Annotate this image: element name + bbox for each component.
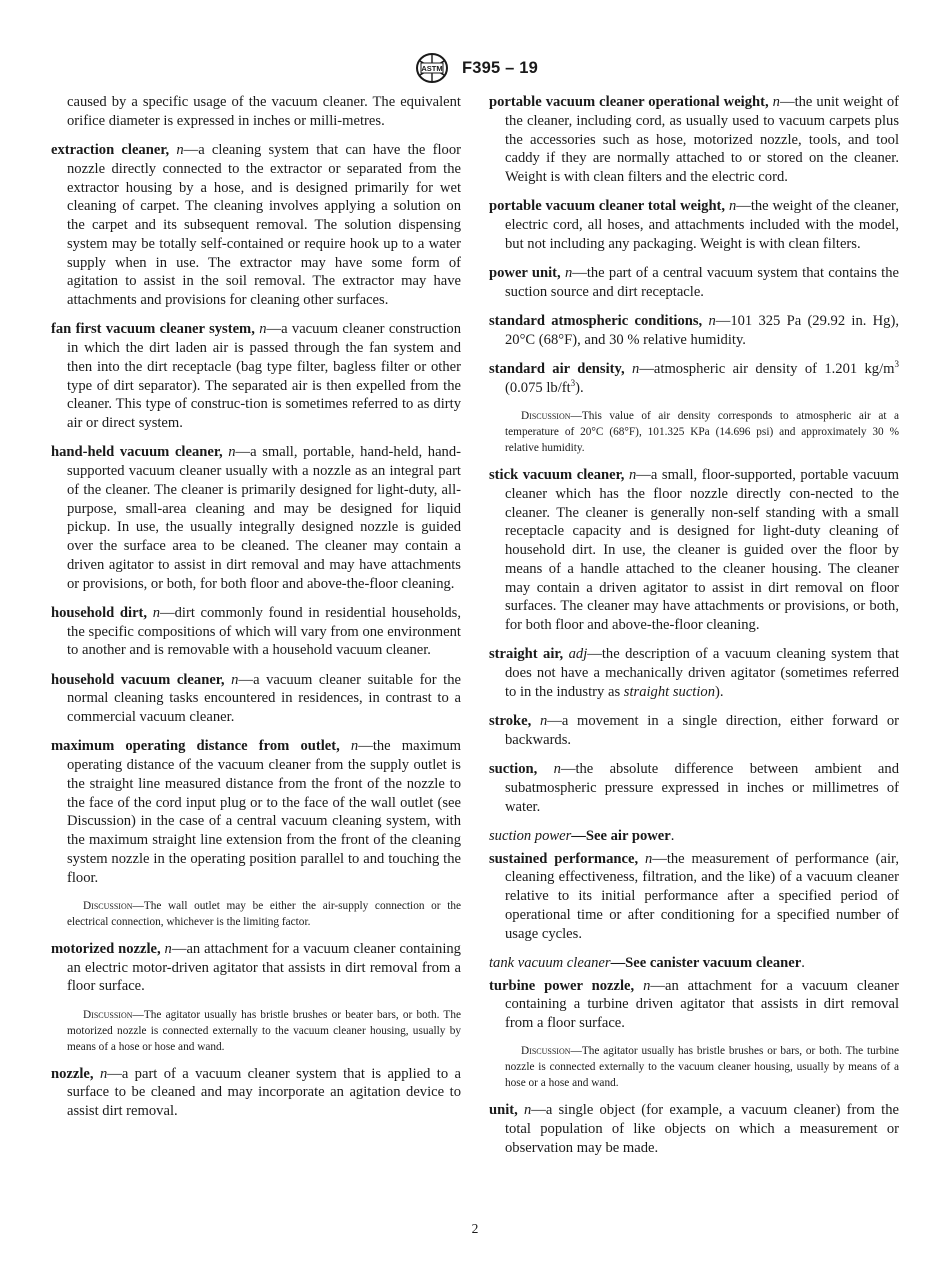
definition-text: —the weight of the cleaner, electric cord, all hoses, and attachments included with the model, but not including any packaging. Weight is with clean filters. — [505, 198, 899, 252]
definition-continuation: caused by a specific usage of the vacuum cleaner. The equivalent orifice diameter is expressed in inches or milli-metres. — [67, 94, 461, 129]
part-of-speech: adj — [568, 646, 588, 663]
definition-text: —the description of a vacuum cleaning system that does not have a mechanically driven agitator (sometimes referred to in the industry as — [505, 646, 899, 700]
astm-logo-icon — [412, 52, 452, 84]
definition-entry — [489, 645, 899, 701]
definition-text: ). — [575, 379, 584, 396]
discussion-label: Discussion — [83, 899, 133, 912]
definition-entry — [51, 320, 461, 433]
term: household vacuum cleaner, — [51, 671, 225, 688]
definition-text: —the maximum operating distance of the vacuum cleaner from the supply outlet is the straight line measured distance from the front of the nozzle to the face of the cord input plug or to the face of the wall outlet (see Discussion) in the case of a central vacuum cleaning system, with the maximum straight line extension from the front of the cleaning system nozzle in the operating position parallel to and touching the floor. — [67, 738, 461, 886]
term: hand-held vacuum cleaner, — [51, 444, 223, 461]
part-of-speech: n — [350, 738, 359, 755]
definition-text: —the measurement of performance (air, cleaning effectiveness, filtration, and the like) of a vacuum cleaner relative to its initial performance after a specified period of operational time or after conditioning for a specified number of usage cycles. — [505, 850, 899, 942]
term: sustained performance, — [489, 850, 639, 867]
discussion-note — [505, 1043, 899, 1091]
term: nozzle, — [51, 1065, 94, 1082]
definition-entry — [51, 1065, 461, 1121]
term: portable vacuum cleaner operational weight, — [489, 94, 769, 110]
xref-target: air power — [610, 827, 671, 844]
document-id: F395 – 19 — [461, 58, 539, 77]
part-of-speech: n — [539, 713, 548, 729]
discussion-label: Discussion — [83, 1008, 133, 1021]
xref-tail: . — [801, 954, 805, 971]
definition-text: —an attachment for a vacuum cleaner containing an electric motor-driven agitator that assists in dirt removal from a floor surface. — [67, 940, 461, 995]
definition-text: —a movement in a single direction, either forward or backwards. — [505, 713, 899, 748]
definition-text: —a vacuum cleaner construction in which the dirt laden air is passed through the fan system and then into the dirt receptacle (bag type filter, bagless filter or other type of dirt separator). The separated air is then expelled from the cleaner. This type of construc-tion is sometimes referred to as dirty air or direct system. — [67, 321, 461, 431]
definition-entry — [489, 760, 899, 816]
definition-text: —101 325 Pa (29.92 in. Hg), 20°C (68°F), and 30 % relative humidity. — [505, 313, 899, 348]
definition-entry — [489, 312, 899, 350]
xref-term: suction power — [489, 827, 572, 844]
definition-entry — [489, 1101, 899, 1157]
definition-entry — [489, 264, 899, 302]
part-of-speech: n — [228, 444, 236, 461]
part-of-speech: n — [728, 198, 737, 215]
part-of-speech: n — [99, 1065, 108, 1082]
definition-text: —the absolute difference between ambient and subatmospheric pressure expressed in inches or millimetres of water. — [505, 761, 900, 815]
cross-reference — [489, 827, 899, 846]
definition-text: —a cleaning system that can have the floor nozzle directly connected to the extractor or separated from the extractor housing by a hose, and is designed primarily for wet cleaning of carpet. The cleaning involves applying a solution on the carpet and its subsequent removal. The solution dispensing system may be totally self-contained or require hook up to a water supply when in use. The extractor may have some form of agitation to assist in the soil removal. The extractor may have attachments and provisions for cleaning other surfaces. — [67, 142, 461, 308]
definition-entry — [489, 466, 899, 635]
page-header — [0, 52, 950, 86]
discussion-text: —This value of air density corresponds to atmospheric air at a temperature of 20°C (68°F), 101.325 KPa (14.696 psi) and approximately 30 % relative humidity. — [505, 410, 899, 454]
discussion-text: —The agitator usually has bristle brushes or beater bars, or both. The motorized nozzle is connected externally to the vacuum cleaner housing, usually by means of a hose or hose and wand. — [67, 1008, 461, 1053]
part-of-speech: n — [231, 671, 239, 688]
superscript: 3 — [570, 377, 576, 388]
discussion-text: —The wall outlet may be either the air-supply connection or the electrical connection, whichever is the limiting factor. — [67, 899, 461, 928]
xref-target: canister vacuum cleaner — [649, 954, 802, 971]
definition-text: —a vacuum cleaner suitable for the normal cleaning tasks encountered in residences, in contrast to a commercial vacuum cleaner. — [67, 671, 461, 725]
part-of-speech: n — [523, 1102, 532, 1119]
part-of-speech: n — [164, 940, 172, 957]
part-of-speech: n — [643, 977, 651, 994]
definition-text: —the unit weight of the cleaner, including cord, as usually used to vacuum carpets plus the accessories such as hose, motorized nozzle, tools, and tool caddy if they are normally attached to or stored on the cleaner. Weight is with clean filters and the electric cord. — [505, 94, 899, 185]
left-column — [51, 93, 461, 1131]
definition-entry — [51, 443, 461, 593]
definition-entry — [51, 671, 461, 727]
definition-entry — [51, 604, 461, 660]
discussion-label: Discussion — [521, 410, 571, 422]
definition-text: (0.075 lb/ft — [505, 379, 571, 396]
term: standard atmospheric conditions, — [489, 313, 703, 329]
term: extraction cleaner, — [51, 142, 170, 158]
part-of-speech: n — [176, 142, 184, 158]
xref-term: tank vacuum cleaner — [489, 954, 611, 971]
definition-text: —a single object (for example, a vacuum cleaner) from the total population of like objects on which a measurement or observation may be made. — [505, 1102, 899, 1156]
definition-text: —atmospheric air density of 1.201 kg/m — [639, 361, 895, 377]
part-of-speech: n — [632, 361, 640, 377]
term: maximum operating distance from outlet, — [51, 738, 340, 755]
definition-text: —a small, portable, hand-held, hand-supported vacuum cleaner usually with a nozzle as an integral part of the cleaner. The cleaner is primarily designed for light-duty, all-purpose, small-area cleaning and may be designed for liquid pickup. In use, the usually integrally designed nozzle is guided over the surface area to be cleaned. The cleaner may contain a driven agitator to assist in dirt removal and may have attachments or provisions, or both, for both floor and above-the-floor cleaning. — [67, 444, 462, 592]
part-of-speech: n — [152, 604, 161, 621]
definition-entry — [51, 940, 461, 996]
definition-text: —dirt commonly found in residential households, the specific compositions of which will vary from one environment to another and is removable with a household vacuum cleaner. — [67, 604, 461, 659]
part-of-speech: n — [553, 761, 561, 777]
xref-see: —See — [610, 954, 650, 971]
definition-text: ). — [715, 683, 724, 700]
definition-entry — [489, 712, 899, 750]
part-of-speech: n — [708, 313, 716, 329]
term: household dirt, — [51, 604, 148, 621]
definition-text: —the part of a central vacuum system that contains the suction source and dirt receptacle. — [505, 265, 899, 300]
part-of-speech: n — [629, 467, 637, 483]
part-of-speech: n — [564, 265, 573, 281]
discussion-note — [67, 1007, 461, 1055]
term: fan first vacuum cleaner system, — [51, 321, 255, 338]
definition-text: —a small, floor-supported, portable vacuum cleaner which has the floor nozzle directly con-nected to the cleaner. The cleaner is generally non-self standing with a small receptacle capacity and is designed for light-duty cleaning of household dirt. In use, the cleaner is guided over the floor by means of a handle attached to the cleaner housing. The cleaner may contain a driven agitator to assist in dirt removal on floor surfaces. The cleaner may have attachments or provisions, or both, for both floor and above-the-floor cleaning. — [505, 467, 899, 633]
definition-entry — [51, 737, 461, 887]
term: stick vacuum cleaner, — [489, 467, 625, 483]
right-column — [489, 93, 899, 1168]
definition-text: —a part of a vacuum cleaner system that is applied to a surface to be cleaned and may incorporate an agitation device to assist dirt removal. — [67, 1065, 461, 1119]
astm-logo-text: ASTM — [421, 64, 443, 74]
discussion-text: —The agitator usually has bristle brushes or bars, or both. The turbine nozzle is connected externally to the vacuum cleaner housing, usually by means of a hose or a hose and wand. — [505, 1045, 899, 1090]
superscript: 3 — [894, 359, 900, 370]
part-of-speech: n — [644, 850, 653, 867]
italic-term: straight suction — [623, 683, 715, 700]
definition-entry — [489, 197, 899, 253]
definition-entry — [489, 850, 899, 944]
term: standard air density, — [489, 361, 625, 377]
term: stroke, — [489, 713, 532, 729]
page-number: 2 — [471, 1221, 479, 1236]
discussion-note — [505, 408, 899, 456]
part-of-speech: n — [772, 94, 780, 110]
term: suction, — [489, 761, 538, 777]
term: portable vacuum cleaner total weight, — [489, 198, 726, 215]
cross-reference — [489, 954, 899, 973]
xref-see: —See — [571, 827, 611, 844]
definition-entry — [489, 93, 899, 187]
part-of-speech: n — [259, 321, 267, 338]
discussion-note — [67, 898, 461, 930]
term: power unit, — [489, 265, 561, 281]
xref-tail: . — [670, 827, 675, 844]
definition-text: —an attachment for a vacuum cleaner containing a turbine driven agitator that assists in dirt removal from a floor surface. — [505, 977, 899, 1031]
definition-entry — [51, 141, 461, 310]
term: straight air, — [489, 646, 564, 663]
term: turbine power nozzle, — [489, 977, 635, 994]
discussion-label: Discussion — [521, 1045, 571, 1058]
term: unit, — [489, 1102, 518, 1119]
definition-entry — [489, 977, 899, 1033]
definition-entry — [489, 360, 899, 398]
term: motorized nozzle, — [51, 940, 161, 957]
